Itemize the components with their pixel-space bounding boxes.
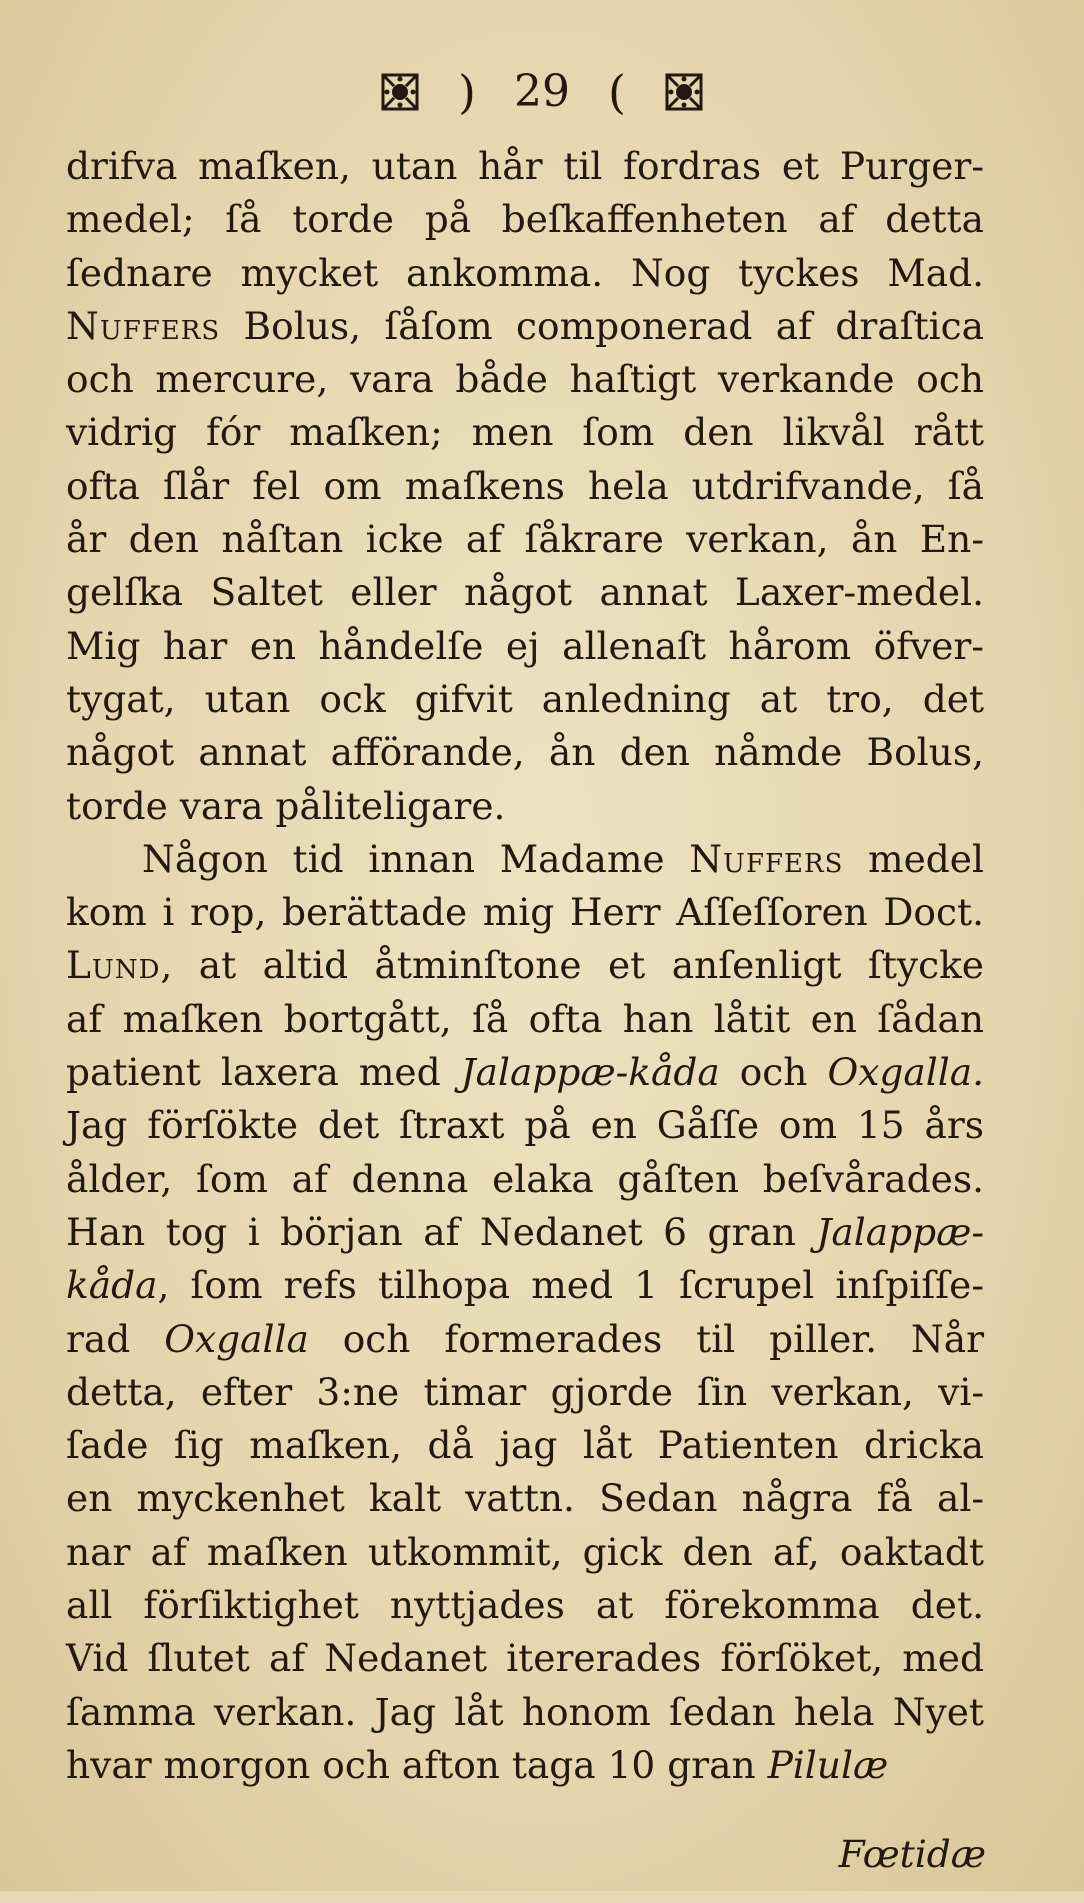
body-text	[66, 140, 984, 1792]
text-line	[66, 1472, 984, 1525]
text-line	[66, 247, 984, 300]
italic-term: kåda	[66, 1263, 158, 1308]
header-left-bracket: )	[458, 65, 476, 119]
text-segment: rad	[66, 1316, 165, 1361]
text-segment: torde vara påliteligare.	[66, 783, 506, 828]
text-segment: all förſiktighet nyttjades at förekomma det.	[66, 1583, 984, 1628]
text-line	[66, 300, 984, 353]
text-line	[66, 1419, 984, 1472]
text-segment: år den nåſtan icke af ſåkrare verkan, ån En-	[66, 517, 984, 562]
text-line	[66, 460, 984, 513]
text-segment: Någon tid innan Madame	[142, 836, 690, 881]
text-segment: Bolus, ſåſom componerad af draſtica	[220, 303, 984, 348]
text-segment: vidrig fór maſken; men ſom den likvål rått	[66, 410, 984, 455]
text-line	[66, 1686, 984, 1739]
text-segment: och formerades til piller. Når	[308, 1316, 984, 1361]
text-line	[66, 833, 984, 886]
text-segment: och	[719, 1050, 828, 1095]
text-line	[66, 1099, 984, 1152]
text-line	[66, 1739, 984, 1792]
text-segment: af maſken bortgått, ſå ofta han låtit en ſådan	[66, 996, 984, 1041]
text-segment: detta, efter 3:ne timar gjorde ſin verkan, vi-	[66, 1369, 984, 1414]
text-line	[66, 1259, 984, 1312]
text-line	[66, 1206, 984, 1259]
text-line	[66, 1046, 984, 1099]
text-line	[66, 566, 984, 619]
text-line	[66, 193, 984, 246]
text-line	[66, 353, 984, 406]
text-line	[66, 1526, 984, 1579]
text-segment: medel; ſå torde på beſkaffenheten af detta	[66, 197, 984, 242]
italic-term: Jalappæ-kåda	[460, 1050, 720, 1095]
text-segment: tygat, utan ock gifvit anledning at tro, det	[66, 676, 984, 721]
small-caps-name: Lund	[66, 943, 161, 988]
catchword	[0, 1832, 986, 1891]
text-line	[66, 1366, 984, 1419]
text-segment: ſamma verkan. Jag låt honom ſedan hela Nyet	[66, 1689, 984, 1734]
text-line	[66, 1313, 984, 1366]
text-line	[66, 140, 984, 193]
text-segment: kom i rop, berättade mig Herr Aſſeſſoren Doct.	[66, 890, 984, 935]
text-segment: , at altid åtminſtone et anſenligt ſtycke	[160, 943, 984, 988]
text-segment: och mercure, vara både haſtigt verkande och	[66, 357, 984, 402]
text-segment: Jag förſökte det ſtraxt på en Gåſſe om 15 års	[66, 1103, 984, 1148]
italic-term: Oxgalla	[164, 1316, 309, 1361]
page-header	[0, 62, 1084, 122]
italic-term: Oxgalla.	[827, 1050, 984, 1095]
catchword-text: Fœtidæ	[838, 1832, 986, 1876]
text-segment: nar af maſken utkommit, gick den af, oaktadt	[66, 1529, 984, 1574]
text-segment: Han tog i början af Nedanet 6 gran	[66, 1209, 817, 1254]
text-line	[66, 673, 984, 726]
printer-fleuron-icon	[664, 72, 704, 112]
printer-fleuron-icon	[380, 72, 420, 112]
text-line	[66, 1153, 984, 1206]
text-segment: ålder, ſom af denna elaka gåſten beſvårades.	[66, 1156, 984, 1201]
text-line	[66, 886, 984, 939]
text-segment: patient laxera med	[66, 1050, 461, 1095]
text-segment: ſade ſig maſken, då jag låt Patienten dricka	[66, 1423, 984, 1468]
text-line	[66, 993, 984, 1046]
text-segment: en myckenhet kalt vattn. Sedan några få al-	[66, 1476, 984, 1521]
text-line	[66, 726, 984, 779]
text-segment: ſednare mycket ankomma. Nog tyckes Mad.	[66, 250, 984, 295]
text-segment: ofta ſlår fel om maſkens hela utdrifvande, ſå	[66, 463, 984, 508]
text-segment: Mig har en håndelſe ej allenaſt hårom öfver-	[66, 623, 984, 668]
text-line	[66, 513, 984, 566]
page-number: 29	[514, 66, 570, 117]
text-segment: gelſka Saltet eller något annat Laxer-medel.	[66, 570, 984, 615]
italic-term: Pilulæ	[767, 1742, 889, 1787]
text-segment: medel	[843, 836, 984, 881]
text-segment: , ſom refs tilhopa med 1 ſcrupel inſpiſſe-	[157, 1263, 984, 1308]
small-caps-name: Nuffers	[66, 303, 221, 348]
text-line	[66, 406, 984, 459]
italic-term: Jalappæ-	[816, 1209, 984, 1254]
text-line	[66, 1632, 984, 1685]
text-line	[66, 620, 984, 673]
small-caps-name: Nuffers	[689, 836, 844, 881]
header-right-bracket: (	[608, 65, 626, 119]
text-line	[66, 939, 984, 992]
text-segment: hvar morgon och afton taga 10 gran	[66, 1742, 768, 1787]
text-line	[66, 780, 984, 833]
text-line	[66, 1579, 984, 1632]
text-segment: något annat afförande, ån den nåmde Bolus,	[66, 730, 984, 775]
text-segment: drifva maſken, utan hår til fordras et Purger-	[66, 144, 984, 188]
text-segment: Vid ſlutet af Nedanet itererades förſöket, med	[66, 1636, 984, 1681]
